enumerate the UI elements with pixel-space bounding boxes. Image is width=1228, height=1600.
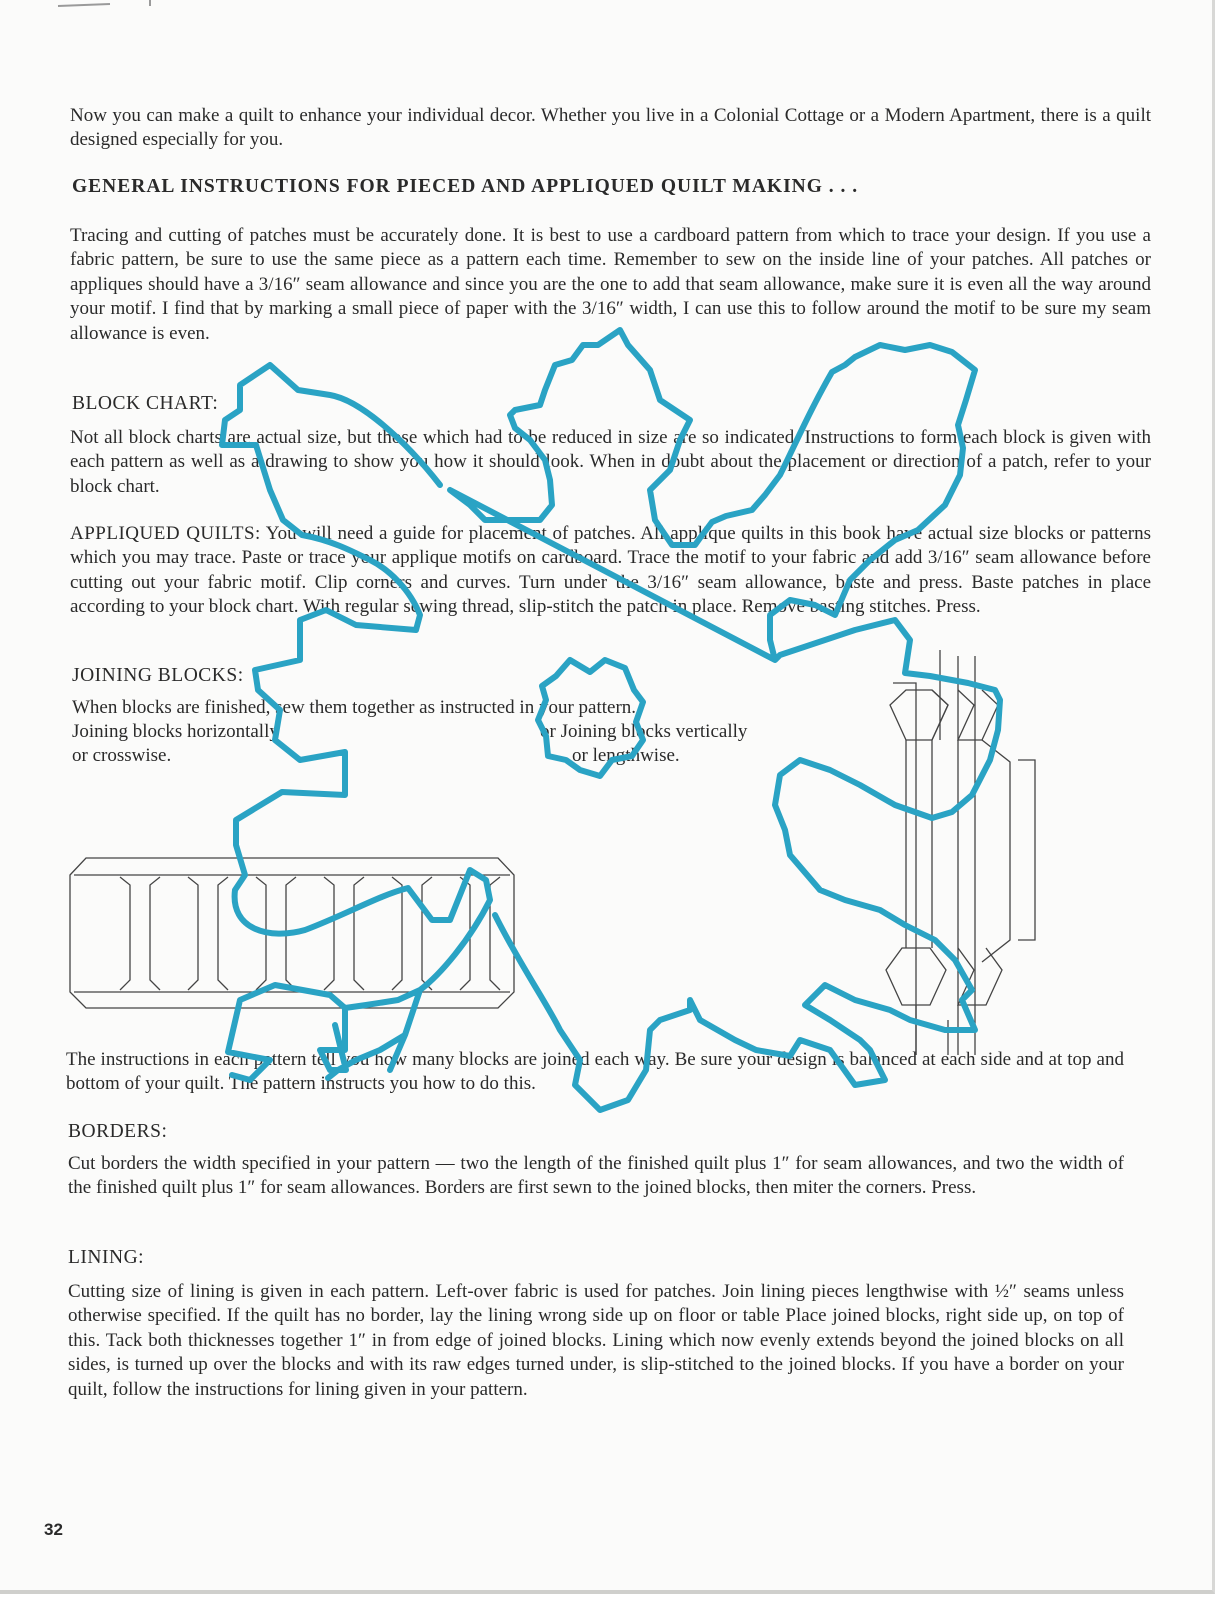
joining-blocks-heading: JOINING BLOCKS: <box>72 665 244 686</box>
appliqued-body: You will need a guide for placement of patches. All applique quilts in this book have actual size blocks or patterns which you may trace. Paste or trace your applique motifs on cardboard. Trace the motif to your fabric and add 3/16″ seam allowance before cutting out your fabric motif. Clip corners and curves. Turn under the 3/16″ seam allowance, baste and press. Baste patches in place according to your block chart. With regular sewing thread, slip-stitch the patch in place. Remove basting stitches. Press. <box>70 523 1151 618</box>
joining-blocks-line: When blocks are finished, sew them together as instructed in your pattern. <box>72 697 637 718</box>
lining-body: Cutting size of lining is given in each pattern. Left-over fabric is used for patches. Join lining pieces lengthwise with ½″ seams unless otherwise specified. If the quilt has no border, lay the lining wrong side up on floor or table Place joined blocks, right side up, on top of this. Tack both thicknesses together 1″ in from edge of joined blocks. Lining which now evenly extends beyond the joined blocks on all sides, is turned up over the blocks and with its raw edges turned under, is slip-stitched to the joined blocks. If you have a border on your quilt, follow the instructions for lining given in your pattern. <box>68 1281 1124 1400</box>
general-instructions-heading: GENERAL INSTRUCTIONS FOR PIECED AND APPLIQUED QUILT MAKING . . . <box>72 176 859 197</box>
block-chart-body: Not all block charts are actual size, but those which had to be reduced in size are so indicated. Instructions to form each block is given with each pattern as well as a drawing to show you how it should look. When in doubt about the placement or direction of a patch, refer to your block chart. <box>70 427 1151 497</box>
lining-heading: LINING: <box>68 1247 145 1268</box>
vertical-blocks-diagram <box>886 650 1035 1055</box>
scan-marks <box>58 0 150 6</box>
intro-paragraph: Now you can make a quilt to enhance your individual decor. Whether you live in a Colonial Cottage or a Modern Apartment, there is a quilt designed especially for you. <box>70 105 1151 151</box>
joining-lengthwise-label: or lengthwise. <box>572 745 680 766</box>
block-chart-heading: BLOCK CHART: <box>72 393 219 414</box>
blue-applique-motif <box>222 330 1000 1110</box>
appliqued-heading: APPLIQUED QUILTS: <box>70 523 261 544</box>
joining-horizontal-label: Joining blocks horizontally <box>72 721 279 742</box>
instructions-note: The instructions in each pattern tell you how many blocks are joined each way. Be sure your design is balanced at each side and at top and bottom of your quilt. The pattern instructs you how to do this. <box>66 1049 1124 1095</box>
page-number: 32 <box>44 1520 63 1539</box>
joining-vertical-label: or Joining blocks vertically <box>540 721 748 742</box>
horizontal-block-columns <box>120 877 500 990</box>
borders-body: Cut borders the width specified in your pattern — two the length of the finished quilt plus 1″ for seam allowances, and two the width of the finished quilt plus 1″ for seam allowances. Borders are first sewn to the joined blocks, then miter the corners. Press. <box>68 1153 1124 1199</box>
outer-flower-outline <box>222 330 1000 1110</box>
inner-flower-center <box>538 660 643 776</box>
borders-heading: BORDERS: <box>68 1121 168 1142</box>
general-instructions-body: Tracing and cutting of patches must be accurately done. It is best to use a cardboard pattern from which to trace your design. If you use a fabric pattern, be sure to use the same piece as a pattern each time. Remember to sew on the inside line of your patches. All patches or appliques should have a 3/16″ seam allowance and since you are the one to add that seam allowance, make sure it is even all the way around your motif. I find that by marking a small piece of paper with the 3/16″ width, I can use this to follow around the motif to be sure my seam allowance is even. <box>70 225 1151 344</box>
joining-crosswise-label: or crosswise. <box>72 745 172 766</box>
